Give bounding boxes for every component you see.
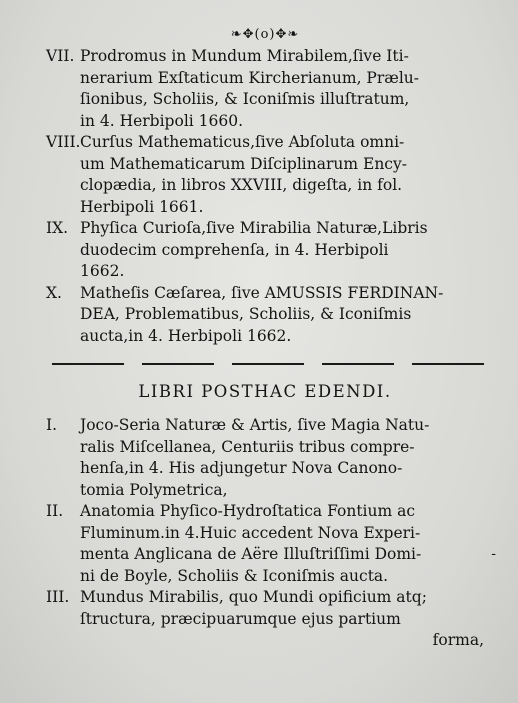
list-item <box>46 132 484 218</box>
divider-rule <box>232 363 304 365</box>
entry-number: I. <box>46 416 58 434</box>
entry-line: duodecim comprehenſa, in 4. Herbipoli <box>80 240 389 259</box>
entry-line: ralis Miſcellanea, Centuriis tribus compre- <box>80 437 415 456</box>
margin-mark: - <box>491 546 496 562</box>
section-title: LIBRI POSTHAC EDENDI. <box>138 382 392 401</box>
entry-line: tomia Polymetrica, <box>80 480 228 499</box>
entry-number: VII. <box>46 47 75 65</box>
divider-rule <box>322 363 394 365</box>
list-item <box>46 283 484 348</box>
entry-number: VIII. <box>46 133 81 151</box>
entry-line: um Mathematicarum Diſciplinarum Ency- <box>80 154 407 173</box>
entry-line: ni de Boyle, Scholiis & Iconiſmis aucta. <box>80 566 389 585</box>
entry-line: ſionibus, Scholiis, & Iconiſmis illuſtratum, <box>80 90 410 108</box>
entry-line: Curſus Mathematicus,ſive Abſoluta omni- <box>80 133 405 151</box>
entry-line: nerarium Exſtaticum Kircherianum, Prælu- <box>80 68 420 87</box>
catchword: forma, <box>432 631 484 649</box>
entry-line: Mundus Mirabilis, quo Mundi opificium atq; <box>80 588 427 606</box>
header-ornament: ❧✥(o)✥❧ <box>230 27 300 42</box>
entry-line: ſtructura, præcipuarumque ejus partium <box>80 609 401 628</box>
section-divider <box>46 363 484 365</box>
entry-line: aucta,in 4. Herbipoli 1662. <box>80 326 292 345</box>
forthcoming-works-list <box>46 415 484 652</box>
list-item <box>46 587 484 630</box>
entry-number: IX. <box>46 219 69 237</box>
divider-rule <box>52 363 124 365</box>
divider-rule <box>142 363 214 365</box>
entry-line: henſa,in 4. His adjungetur Nova Canono- <box>80 459 403 477</box>
list-item <box>46 218 484 283</box>
entry-line: menta Anglicana de Aëre Illuſtriſſimi Domi- <box>80 545 422 563</box>
entry-number: X. <box>46 283 62 302</box>
list-item <box>46 46 484 132</box>
entry-line: DEA, Problematibus, Scholiis, & Iconiſmis <box>80 305 412 323</box>
entry-line: Fluminum.in 4.Huic accedent Nova Experi- <box>80 523 421 542</box>
entry-line: 1662. <box>80 262 125 280</box>
entry-number: II. <box>46 502 64 520</box>
entry-line: Herbipoli 1661. <box>80 197 204 216</box>
entry-line: Phyſica Curioſa,ſive Mirabilia Naturæ,Libris <box>80 219 428 237</box>
entry-number: III. <box>46 588 70 606</box>
entry-line: Matheſis Cæſarea, ſive AMUSSIS FERDINAN- <box>80 283 444 302</box>
entry-line: in 4. Herbipoli 1660. <box>80 111 244 130</box>
list-item <box>46 501 484 587</box>
entry-line: Anatomia Phyſico-Hydroſtatica Fontium ac <box>80 502 416 520</box>
published-works-list <box>46 46 484 347</box>
divider-rule <box>412 363 484 365</box>
entry-line: clopædia, in libros XXVIII, digeſta, in fol. <box>80 176 403 194</box>
entry-line: Joco-Seria Naturæ & Artis, ſive Magia Natu- <box>80 416 430 434</box>
list-item <box>46 415 484 501</box>
entry-line: Prodromus in Mundum Mirabilem,ſive Iti- <box>80 47 409 65</box>
